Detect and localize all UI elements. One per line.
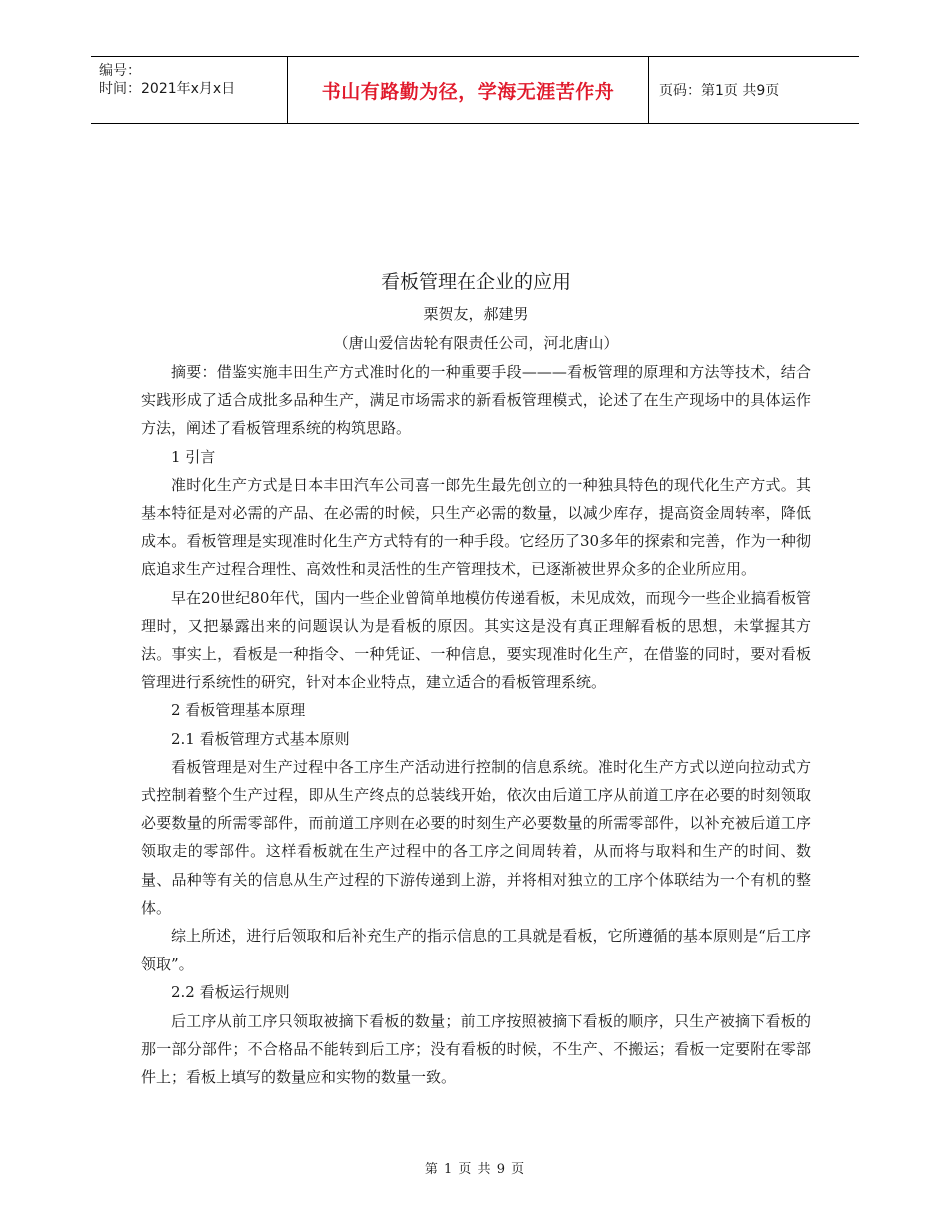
header-page-info: 页码：第1页 共9页: [659, 83, 780, 99]
section-2-1-heading: 2.1 看板管理方式基本原则: [171, 729, 350, 748]
article-affiliation: （唐山爱信齿轮有限责任公司，河北唐山）: [333, 334, 619, 352]
article-body: [141, 264, 811, 1091]
section-1-paragraph-2: 早在20世纪80年代，国内一些企业曾简单地模仿传递看板，未见成效，而现今一些企业搞看板管理时，又把暴露出来的问题误认为是看板的原因。其实这是没有真正理解看板的思想，未掌握其方法。事实上，看板是一种指令、一种凭证、一种信息，要实现准时化生产，在借鉴的同时，要对看板管理进行系统性的研究，针对本企业特点，建立适合的看板管理系统。: [141, 588, 811, 692]
article-title: 看板管理在企业的应用: [380, 271, 571, 293]
article-authors: 栗贺友，郝建男: [423, 305, 529, 323]
header-meta-cell: [91, 57, 287, 123]
time-label: 时间：2021年x月x日: [99, 81, 236, 97]
abstract-paragraph: 摘要：借鉴实施丰田生产方式准时化的一种重要手段———看板管理的原理和方法等技术，结合实践形成了适合成批多品种生产，满足市场需求的新看板管理模式，论述了在生产现场中的具体运作方法，阐述了看板管理系统的构筑思路。: [141, 363, 811, 438]
section-2-heading: 2 看板管理基本原理: [171, 701, 306, 720]
section-1-heading: 1 引言: [171, 447, 216, 466]
page-header: [91, 56, 859, 124]
section-2-1-paragraph-2: 综上所述，进行后领取和后补充生产的指示信息的工具就是看板，它所遵循的基本原则是“后工序领取”。: [141, 927, 811, 974]
header-motto: 书山有路勤为径，学海无涯苦作舟: [287, 57, 649, 123]
number-label: 编号：: [99, 63, 141, 79]
page-footer: 第 1 页 共 9 页: [424, 1162, 526, 1177]
section-1-paragraph-1: 准时化生产方式是日本丰田汽车公司喜一郎先生最先创立的一种独具特色的现代化生产方式。其基本特征是对必需的产品、在必需的时候，只生产必需的数量，以减少库存，提高资金周转率，降低成本。看板管理是实现准时化生产方式特有的一种手段。它经历了30多年的探索和完善，作为一种彻底追求生产过程合理性、高效性和灵活性的生产管理技术，已逐渐被世界众多的企业所应用。: [141, 475, 811, 579]
section-2-1-paragraph-1: 看板管理是对生产过程中各工序生产活动进行控制的信息系统。准时化生产方式以逆向拉动式方式控制着整个生产过程，即从生产终点的总装线开始，依次由后道工序从前道工序在必要的时刻领取必要数量的所需零部件，而前道工序则在必要的时刻生产必要数量的所需零部件，以补充被后道工序领取走的零部件。这样看板就在生产过程中的各工序之间周转着，从而将与取料和生产的时间、数量、品种等有关的信息从生产过程的下游传递到上游，并将相对独立的工序个体联结为一个有机的整体。: [141, 757, 811, 917]
section-2-2-heading: 2.2 看板运行规则: [171, 983, 290, 1002]
section-2-2-paragraph-1: 后工序从前工序只领取被摘下看板的数量；前工序按照被摘下看板的顺序，只生产被摘下看板的那一部分部件；不合格品不能转到后工序；没有看板的时候，不生产、不搬运；看板一定要附在零部件上；看板上填写的数量应和实物的数量一致。: [141, 1011, 811, 1087]
